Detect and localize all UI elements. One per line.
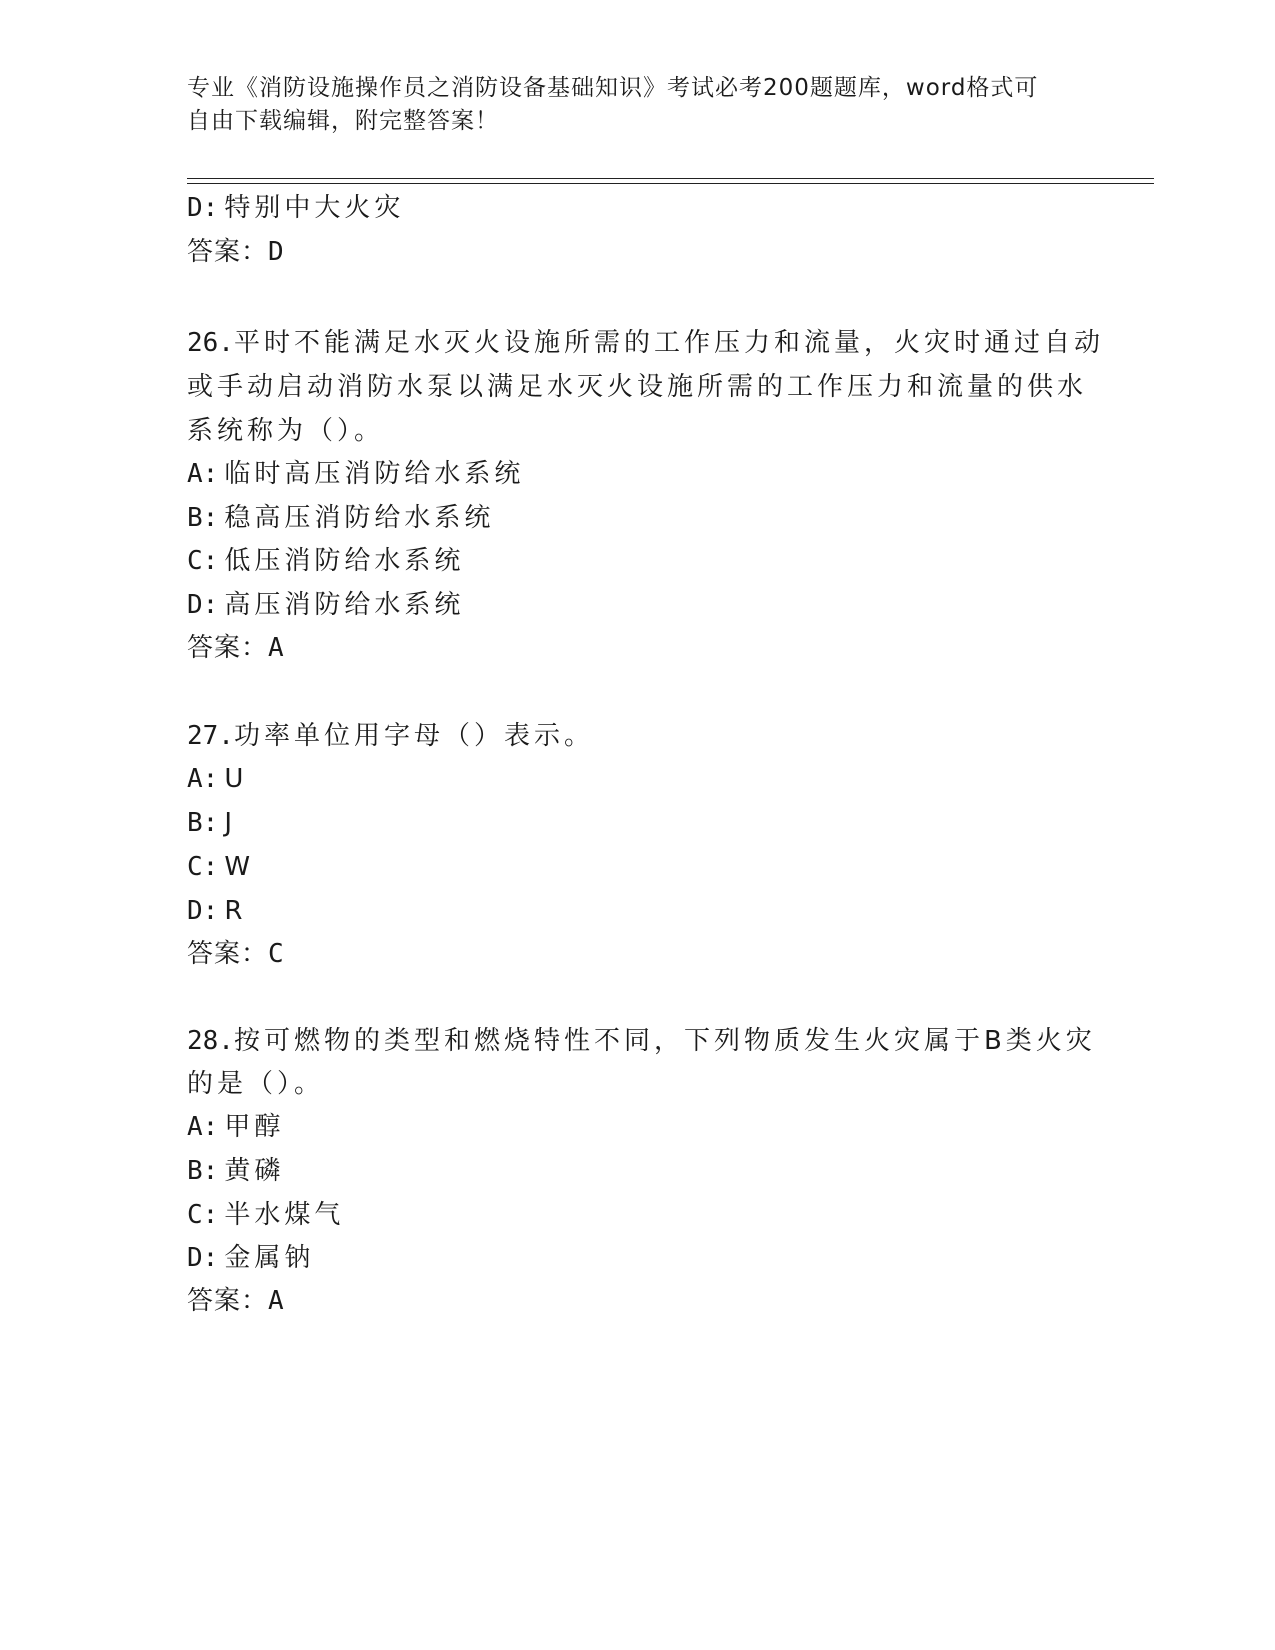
question-28-option-d: [187, 1243, 314, 1273]
question-number: 26.: [187, 328, 234, 358]
option-label: D:: [187, 193, 219, 223]
answer-value: A: [268, 1286, 285, 1316]
option-label: A:: [187, 459, 219, 489]
stem-text: 功率单位用字母（）表示。: [233, 721, 594, 751]
option-text: 稳高压消防给水系统: [224, 503, 495, 533]
stem-text: 平时不能满足水灭火设施所需的工作压力和流量，火灾时通过自动: [233, 328, 1104, 358]
answer-value: A: [268, 633, 285, 663]
answer-label: 答案：: [187, 939, 269, 969]
header-divider-bottom: [187, 183, 1154, 184]
option-label: A:: [187, 764, 219, 794]
option-label: D:: [187, 590, 219, 620]
option-label: B:: [187, 503, 219, 533]
option-label: B:: [187, 1156, 219, 1186]
option-label: D:: [187, 1243, 219, 1273]
question-26-stem-line-3: 系统称为（）。: [187, 416, 385, 446]
answer-label: 答案：: [187, 1286, 269, 1316]
question-number: 28.: [187, 1026, 234, 1056]
header-line-1: 专业《消防设施操作员之消防设备基础知识》考试必考200题题库，word格式可: [187, 75, 1039, 101]
question-26-stem-line-1: [187, 328, 1104, 358]
option-text: 特别中大火灾: [224, 193, 405, 223]
answer-label: 答案：: [187, 633, 269, 663]
option-label: A:: [187, 1112, 219, 1142]
question-28-option-b: [187, 1156, 284, 1186]
question-27-option-b: [187, 808, 236, 838]
answer-value: C: [268, 939, 285, 969]
option-text: 半水煤气: [224, 1200, 345, 1230]
question-27-option-c: [187, 852, 254, 882]
question-28-option-a: [187, 1112, 284, 1142]
question-number: 27.: [187, 721, 234, 751]
option-label: D:: [187, 896, 219, 926]
document-header: [187, 72, 1067, 138]
question-26-option-b: [187, 503, 494, 533]
question-26-stem-line-2: 或手动启动消防水泵以满足水灭火设施所需的工作压力和流量的供水: [187, 372, 1088, 402]
question-28-option-c: [187, 1200, 344, 1230]
prev-option-d: [187, 193, 404, 223]
question-27-stem-line-1: [187, 721, 594, 751]
question-26-option-d: [187, 590, 464, 620]
option-text: 临时高压消防给水系统: [224, 459, 525, 489]
answer-label: 答案：: [187, 237, 269, 267]
header-divider-top: [187, 178, 1154, 179]
answer-value: D: [268, 237, 285, 267]
option-label: C:: [187, 852, 219, 882]
option-text: J: [224, 808, 236, 838]
option-text: U: [224, 764, 248, 794]
header-line-2: 自由下载编辑，附完整答案！: [187, 108, 499, 134]
question-26-answer: [187, 633, 285, 663]
option-label: B:: [187, 808, 219, 838]
option-text: 甲醇: [224, 1112, 285, 1142]
question-28-stem-line-1: [187, 1026, 1096, 1056]
stem-text: 按可燃物的类型和燃烧特性不同，下列物质发生火灾属于B类火灾: [233, 1026, 1096, 1056]
option-text: 金属钠: [224, 1243, 315, 1273]
option-text: R: [224, 896, 247, 926]
option-text: 低压消防给水系统: [224, 546, 465, 576]
option-text: W: [224, 852, 255, 882]
question-27-answer: [187, 939, 285, 969]
question-26-option-a: [187, 459, 524, 489]
option-text: 高压消防给水系统: [224, 590, 465, 620]
option-label: C:: [187, 546, 219, 576]
question-28-stem-line-2: 的是（）。: [187, 1069, 325, 1099]
question-26-option-c: [187, 546, 464, 576]
question-28-answer: [187, 1286, 285, 1316]
question-27-option-a: [187, 764, 247, 794]
option-label: C:: [187, 1200, 219, 1230]
option-text: 黄磷: [224, 1156, 285, 1186]
prev-answer: [187, 237, 285, 267]
question-27-option-d: [187, 896, 246, 926]
